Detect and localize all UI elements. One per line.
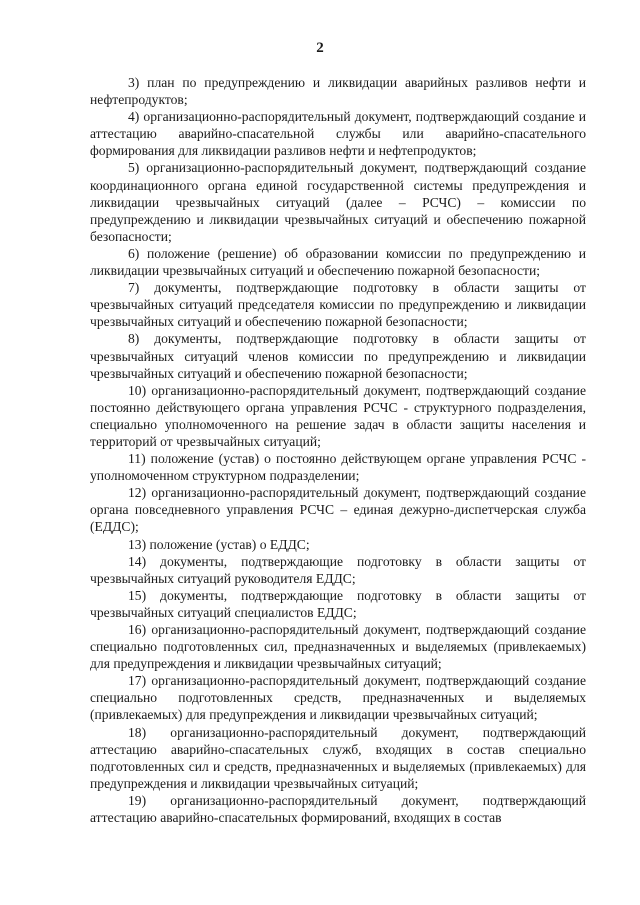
list-item: 4) организационно-распорядительный документ, подтверждающий создание и аттестацию аварийно-спасательной службы или аварийно-спасательного формирования для ликвидации разливов нефти и нефтепродуктов; — [90, 109, 586, 159]
list-item: 13) положение (устав) о ЕДДС; — [128, 536, 310, 552]
list-item: 3) план по предупреждению и ликвидации аварийных разливов нефти и нефтепродуктов; — [90, 75, 586, 108]
list-item: 6) положение (решение) об образовании комиссии по предупреждению и ликвидации чрезвычайных ситуаций и обеспечению пожарной безопасности; — [90, 245, 586, 279]
list-item: 19) организационно-распорядительный документ, подтверждающий аттестацию аварийно-спасательных формирований, входящих в состав — [90, 792, 586, 826]
list-item: 18) организационно-распорядительный документ, подтверждающий аттестацию аварийно-спасательных служб, входящих в состав специально подготовленных сил и средств, предназначенных и выделяемых (привлекаемых) для предупреждения и ликвидации чрезвычайных ситуаций; — [90, 724, 586, 791]
list-item: 10) организационно-распорядительный документ, подтверждающий создание постоянно действующего органа управления РСЧС - структурного подразделения, специально уполномоченного на решение задач в области защиты населения и территорий от чрезвычайных ситуаций; — [90, 382, 586, 449]
list-item: 11) положение (устав) о постоянно действующем органе управления РСЧС - уполномоченном структурном подразделении; — [90, 451, 586, 484]
page-number: 2 — [316, 40, 324, 56]
list-item: 12) организационно-распорядительный документ, подтверждающий создание органа повседневного управления РСЧС – единая дежурно-диспетчерская служба (ЕДДС); — [90, 485, 586, 535]
list-item: 8) документы, подтверждающие подготовку в области защиты от чрезвычайных ситуаций членов комиссии по предупреждению и ликвидации чрезвычайных ситуаций и обеспечению пожарной безопасности; — [90, 331, 586, 381]
list-item: 7) документы, подтверждающие подготовку в области защиты от чрезвычайных ситуаций председателя комиссии по предупреждению и ликвидации чрезвычайных ситуаций и обеспечению пожарной безопасности; — [90, 280, 586, 330]
list-item: 16) организационно-распорядительный документ, подтверждающий создание специально подготовленных сил, предназначенных и выделяемых (привлекаемых) для предупреждения и ликвидации чрезвычайных ситуаций; — [90, 622, 586, 672]
list-item: 17) организационно-распорядительный документ, подтверждающий создание специально подготовленных средств, предназначенных и выделяемых (привлекаемых) для предупреждения и ликвидации чрезвычайных ситуаций; — [90, 673, 586, 723]
document-body — [90, 74, 586, 826]
list-item: 15) документы, подтверждающие подготовку в области защиты от чрезвычайных ситуаций специалистов ЕДДС; — [90, 587, 586, 620]
list-item: 14) документы, подтверждающие подготовку в области защиты от чрезвычайных ситуаций руководителя ЕДДС; — [90, 553, 586, 586]
list-item: 5) организационно-распорядительный документ, подтверждающий создание координационного органа единой государственной системы предупреждения и ликвидации чрезвычайных ситуаций (далее – РСЧС) – комиссии по предупреждению и ликвидации чрезвычайных ситуаций и обеспечению пожарной безопасности; — [90, 160, 586, 244]
